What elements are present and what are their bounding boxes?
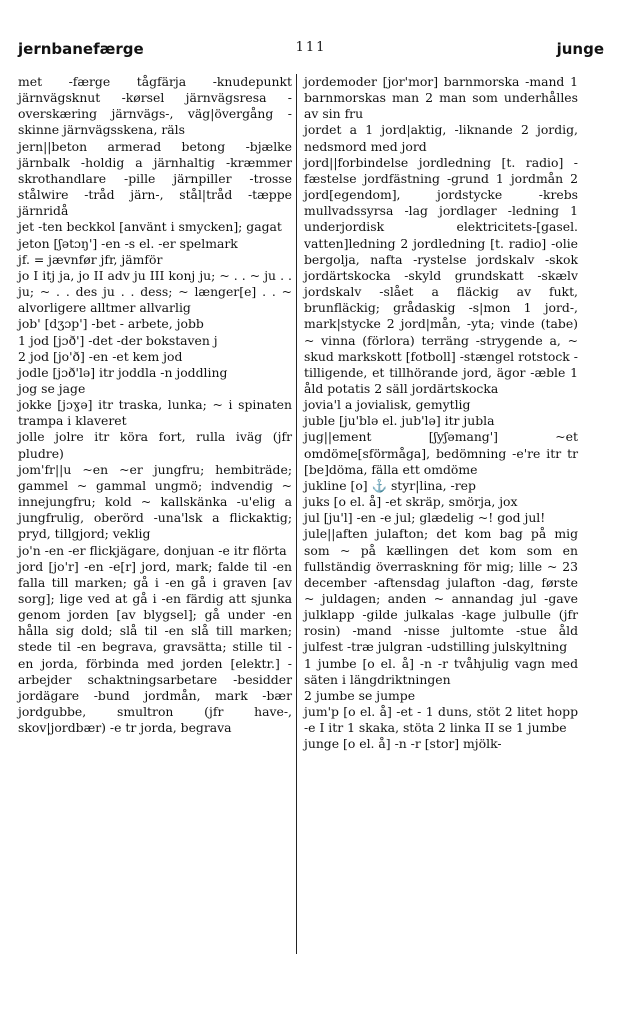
- dictionary-entry: 2 jod [jo'ð] -en -et kem jod: [18, 348, 183, 364]
- dictionary-entry: jovia'l a jovialisk, gemytlig: [304, 397, 471, 413]
- header-last-word: junge: [556, 40, 604, 58]
- dictionary-entry: 1 jod [jɔð'] -det -der bokstaven j: [18, 332, 218, 348]
- dictionary-entry: jule||aften julafton; det kom bag på mig som ~ på kællingen det kom som en fullständig överraskning för mig; lille ~ 23 december -aftensdag julafton -dag, første ~ juldagen; anden ~ annandag jul -gave julklapp -gilde julkalas -kage julbulle (jfr rosin) -mand -nisse jultomte -stue åld julfest -træ julgran -udstilling julskyltning: [304, 526, 578, 655]
- dictionary-entry: jul [ju'l] -en -e jul; glædelig ~! god jul!: [304, 510, 546, 526]
- dictionary-entry: juks [o el. å] -et skräp, smörja, jox: [304, 494, 518, 510]
- dictionary-entry: met -færge tågfärja -knudepunkt järnvägsknut -kørsel järnvägsresa -overskæring järnvägs-, väg|övergång -skinne järnvägsskena, räls: [18, 74, 292, 138]
- dictionary-entry: juble [ju'blə el. jub'lə] itr jubla: [304, 413, 495, 429]
- dictionary-entry: jodle [jɔð'lə] itr joddla -n joddling: [18, 364, 228, 380]
- dictionary-entry: jum'p [o el. å] -et - 1 duns, stöt 2 litet hopp -e I itr 1 skaka, stöta 2 linka II se 1 jumbe: [304, 704, 578, 736]
- dictionary-entry: jokke [jɔɣə] itr traska, lunka; ~ i spinaten trampa i klaveret: [18, 397, 292, 429]
- dictionary-entry: jug||ement [ʃyʃəmang'] ~et omdöme[sförmåga], bedömning -e're itr tr [be]döma, fälla ett omdöme: [304, 429, 578, 477]
- dictionary-entry: jo I itj ja, jo II adv ju III konj ju; ~ . . ~ ju . . ju; ~ . . des ju . . dess; ~ længer[e] . . ~ alvorligere alltmer allvarlig: [18, 267, 292, 316]
- dictionary-entry: jo'n -en -er flickjägare, donjuan -e itr flörta: [18, 542, 287, 558]
- dictionary-entry: 1 jumbe [o el. å] -n -r tvåhjulig vagn med säten i längdriktningen: [304, 655, 578, 687]
- dictionary-entry: jordet a 1 jord|aktig, -liknande 2 jordig, nedsmord med jord: [304, 122, 578, 154]
- left-column: [18, 74, 292, 736]
- dictionary-entry: jog se jage: [18, 380, 86, 396]
- dictionary-entry: job' [dʒɔp'] -bet - arbete, jobb: [18, 316, 204, 332]
- dictionary-entry: jeton [ʃətɔŋ'] -en -s el. -er spelmark: [18, 235, 238, 251]
- dictionary-entry: jord||forbindelse jordledning [t. radio] -fæstelse jordfästning -grund 1 jordmån 2 jord[egendom], jordstycke -krebs mullvadssyrsa -lag jordlager -ledning 1 underjordisk elektricitets-[gasel. vatten]ledning 2 jordledning [t. radio] -olie bergolja, nafta -rystelse jordskalv -skok jordärtskocka -skyld grundskatt -skælv jordskalv -slået a fläckig av fukt, brunfläckig; grådaskig -s|mon 1 jord-, mark|stycke 2 jord|mån, -yta; vinde (tabe) ~ vinna (förlora) terräng -strygende a, ~ skud markskott [fotboll] -stængel rotstock -tilligende, et tillhörande jord, ägor -æble 1 åld potatis 2 säll jordärtskocka: [304, 154, 578, 396]
- dictionary-entry: jukline [o] ⚓ styr|lina, -rep: [304, 477, 476, 493]
- dictionary-entry: jet -ten beckkol [använt i smycken]; gagat: [18, 219, 282, 235]
- dictionary-entry: jern||beton armerad betong -bjælke järnbalk -holdig a järnhaltig -kræmmer skrothandlare -pille järnpiller -trosse stålwire -tråd järn-, stål|tråd -tæppe järnridå: [18, 138, 292, 219]
- column-divider: [296, 74, 297, 954]
- dictionary-entry: jord [jo'r] -en -e[r] jord, mark; falde til -en falla till marken; gå i -en gå i graven [av sorg]; lige ved at gå i -en färdig att sjunka genom jorden [av blygsel]; gå under -en hålla sig dold; slå til -en slå till marken; stede til -en begrava, gravsätta; stille til -en jorda, förbinda med jorden [elektr.] -arbejder schaktningsarbetare -besidder jordägare -bund jordmån, mark -bær jordgubbe, smultron (jfr have-, skov|jordbær) -e tr jorda, begrava: [18, 558, 292, 736]
- dictionary-entry: 2 jumbe se jumpe: [304, 687, 416, 703]
- right-column: [304, 74, 578, 753]
- dictionary-entry: junge [o el. å] -n -r [stor] mjölk-: [304, 736, 502, 752]
- dictionary-entry: jf. = jævnfør jfr, jämför: [18, 251, 163, 267]
- dictionary-entry: jordemoder [jor'mor] barnmorska -mand 1 barnmorskas man 2 man som underhålles av sin fru: [304, 74, 578, 122]
- dictionary-entry: jom'fr||u ~en ~er jungfru; hembiträde; gammel ~ gammal ungmö; indvendig ~ innejungfru; kold ~ kallskänka -u'elig a jungfrulig, oberörd -una'lsk a flickaktig; pryd, tillgjord; veklig: [18, 461, 292, 542]
- header-first-word: jernbanefærge: [18, 40, 144, 58]
- page-header: [18, 40, 604, 64]
- dictionary-entry: jolle jolre itr köra fort, rulla iväg (jfr pludre): [18, 429, 292, 461]
- page-number: 111: [295, 40, 327, 55]
